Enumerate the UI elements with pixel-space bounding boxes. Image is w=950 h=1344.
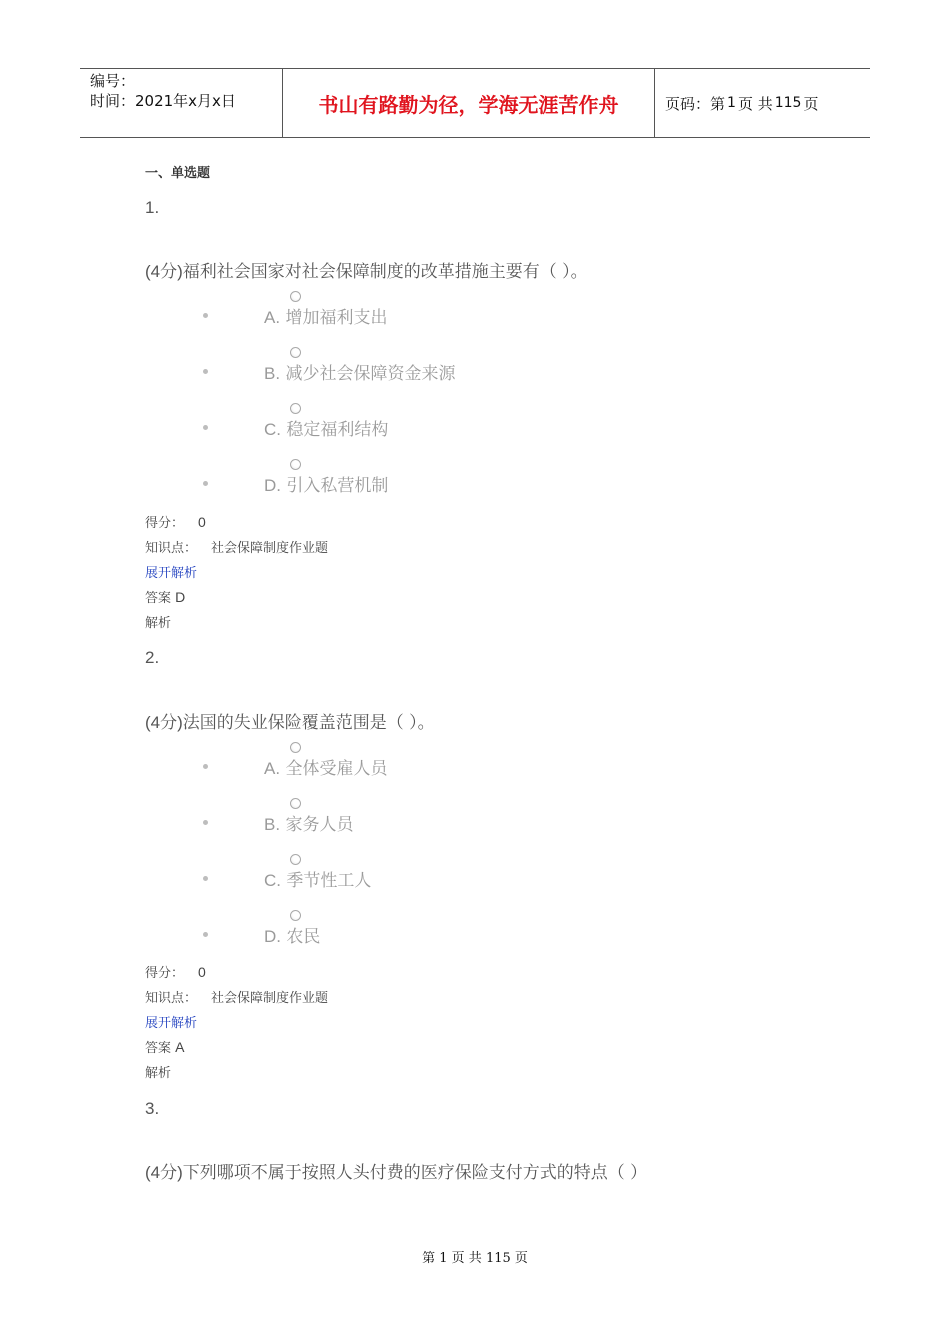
question-number: 1. (145, 198, 160, 217)
radio-button[interactable] (290, 347, 301, 358)
radio-button[interactable] (290, 291, 301, 302)
radio-button[interactable] (290, 403, 301, 414)
bullet-dot (203, 932, 208, 937)
page-total: 115 (774, 95, 802, 111)
bullet-dot (203, 425, 208, 430)
option-label: B. 减少社会保障资金来源 (264, 364, 456, 384)
number-label: 编号： (90, 72, 136, 90)
radio-button[interactable] (290, 854, 301, 865)
footer-total-pages: 115 (485, 1251, 511, 1266)
option-row[interactable] (200, 403, 700, 457)
header-left-cell (80, 69, 282, 137)
bullet-dot (203, 876, 208, 881)
knowledge-line: 知识点： 社会保障制度作业题 (145, 541, 329, 556)
option-label: C. 稳定福利结构 (264, 420, 389, 440)
answer-line: 答案 D (145, 589, 186, 606)
option-row[interactable] (200, 798, 700, 852)
bullet-dot (203, 764, 208, 769)
page-footer: 第 1 页 共 115 页 (422, 1251, 528, 1266)
radio-button[interactable] (290, 798, 301, 809)
question-points: (4分) (145, 262, 183, 281)
radio-button[interactable] (290, 742, 301, 753)
radio-button[interactable] (290, 910, 301, 921)
question-stem: 法国的失业保险覆盖范围是（ ）。 (182, 713, 435, 733)
option-row[interactable] (200, 347, 700, 401)
header-page-info (655, 69, 870, 137)
option-row[interactable] (200, 854, 700, 908)
question-number: 2. (145, 648, 160, 667)
option-label: A. 全体受雇人员 (264, 759, 388, 779)
answer-line: 答案 A (145, 1039, 185, 1056)
option-row[interactable] (200, 742, 700, 796)
option-label: C. 季节性工人 (264, 871, 372, 891)
bullet-dot (203, 481, 208, 486)
bullet-dot (203, 369, 208, 374)
option-row[interactable] (200, 291, 700, 345)
document-header (80, 68, 870, 138)
radio-button[interactable] (290, 459, 301, 470)
question-text (145, 1158, 647, 1183)
analysis-label: 解析 (145, 616, 172, 631)
question-text (145, 708, 435, 733)
question-stem: 福利社会国家对社会保障制度的改革措施主要有（ ）。 (182, 262, 588, 282)
page-mid: 页 共 (737, 94, 773, 113)
analysis-label: 解析 (145, 1066, 172, 1081)
expand-analysis-link[interactable]: 展开解析 (145, 566, 198, 581)
question-points: (4分) (145, 1163, 183, 1182)
option-label: D. 引入私营机制 (264, 476, 389, 496)
page-suffix: 页 (803, 94, 819, 113)
option-label: D. 农民 (264, 927, 321, 947)
score-line: 得分： 0 (145, 514, 206, 531)
header-motto (282, 69, 655, 137)
question-points: (4分) (145, 713, 183, 732)
option-row[interactable] (200, 459, 700, 513)
time-label: 时间：2021年x月x日 (90, 92, 236, 110)
question-text (145, 257, 588, 282)
question-number: 3. (145, 1099, 160, 1118)
page-current: 1 (727, 95, 736, 111)
score-line: 得分： 0 (145, 964, 206, 981)
knowledge-line: 知识点： 社会保障制度作业题 (145, 991, 329, 1006)
expand-analysis-link[interactable]: 展开解析 (145, 1016, 198, 1031)
bullet-dot (203, 820, 208, 825)
bullet-dot (203, 313, 208, 318)
section-title: 一、单选题 (145, 166, 211, 181)
page-prefix: 页码：第 (665, 94, 726, 113)
option-label: B. 家务人员 (264, 815, 354, 835)
option-row[interactable] (200, 910, 700, 964)
option-label: A. 增加福利支出 (264, 308, 388, 328)
footer-current-page: 1 (439, 1251, 448, 1266)
question-stem: 下列哪项不属于按照人头付费的医疗保险支付方式的特点（ ） (182, 1163, 648, 1183)
motto-text: 书山有路勤为径，学海无涯苦作舟 (318, 92, 619, 117)
